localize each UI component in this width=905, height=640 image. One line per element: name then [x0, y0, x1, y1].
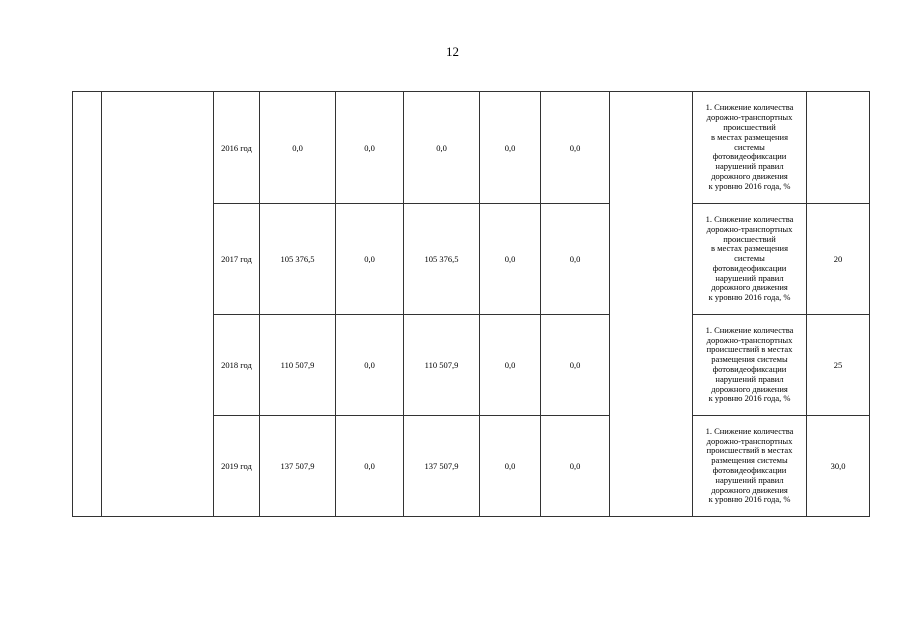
executor-cell: [610, 92, 693, 517]
program-name-cell: [102, 92, 214, 517]
target-value-cell: 20: [807, 204, 870, 315]
regional-budget-cell: 110 507,9: [404, 315, 480, 416]
regional-budget-cell: 137 507,9: [404, 416, 480, 517]
year-cell: 2018 год: [214, 315, 260, 416]
total-cell: 105 376,5: [260, 204, 336, 315]
table-row: [73, 92, 870, 204]
row-number-cell: [73, 92, 102, 517]
indicator-cell: 1. Снижение количества дорожно-транспортных происшествий в местах размещения системы фотовидеофиксации нарушений правил дорожного движения к уровню 2016 года, %: [693, 204, 807, 315]
total-cell: 0,0: [260, 92, 336, 204]
regional-budget-cell: 105 376,5: [404, 204, 480, 315]
target-value-cell: [807, 92, 870, 204]
funding-table: [72, 91, 870, 517]
local-budget-cell: 0,0: [480, 416, 541, 517]
local-budget-cell: 0,0: [480, 204, 541, 315]
federal-budget-cell: 0,0: [336, 92, 404, 204]
other-sources-cell: 0,0: [541, 416, 610, 517]
year-cell: 2019 год: [214, 416, 260, 517]
target-value-cell: 30,0: [807, 416, 870, 517]
federal-budget-cell: 0,0: [336, 416, 404, 517]
federal-budget-cell: 0,0: [336, 204, 404, 315]
target-value-cell: 25: [807, 315, 870, 416]
year-cell: 2017 год: [214, 204, 260, 315]
local-budget-cell: 0,0: [480, 92, 541, 204]
indicator-cell: 1. Снижение количества дорожно-транспортных происшествий в местах размещения системы фотовидеофиксации нарушений правил дорожного движения к уровню 2016 года, %: [693, 416, 807, 517]
year-cell: 2016 год: [214, 92, 260, 204]
indicator-cell: 1. Снижение количества дорожно-транспортных происшествий в местах размещения системы фотовидеофиксации нарушений правил дорожного движения к уровню 2016 года, %: [693, 92, 807, 204]
other-sources-cell: 0,0: [541, 92, 610, 204]
total-cell: 137 507,9: [260, 416, 336, 517]
page-number: 12: [446, 44, 459, 59]
other-sources-cell: 0,0: [541, 204, 610, 315]
regional-budget-cell: 0,0: [404, 92, 480, 204]
total-cell: 110 507,9: [260, 315, 336, 416]
other-sources-cell: 0,0: [541, 315, 610, 416]
local-budget-cell: 0,0: [480, 315, 541, 416]
indicator-cell: 1. Снижение количества дорожно-транспортных происшествий в местах размещения системы фотовидеофиксации нарушений правил дорожного движения к уровню 2016 года, %: [693, 315, 807, 416]
federal-budget-cell: 0,0: [336, 315, 404, 416]
